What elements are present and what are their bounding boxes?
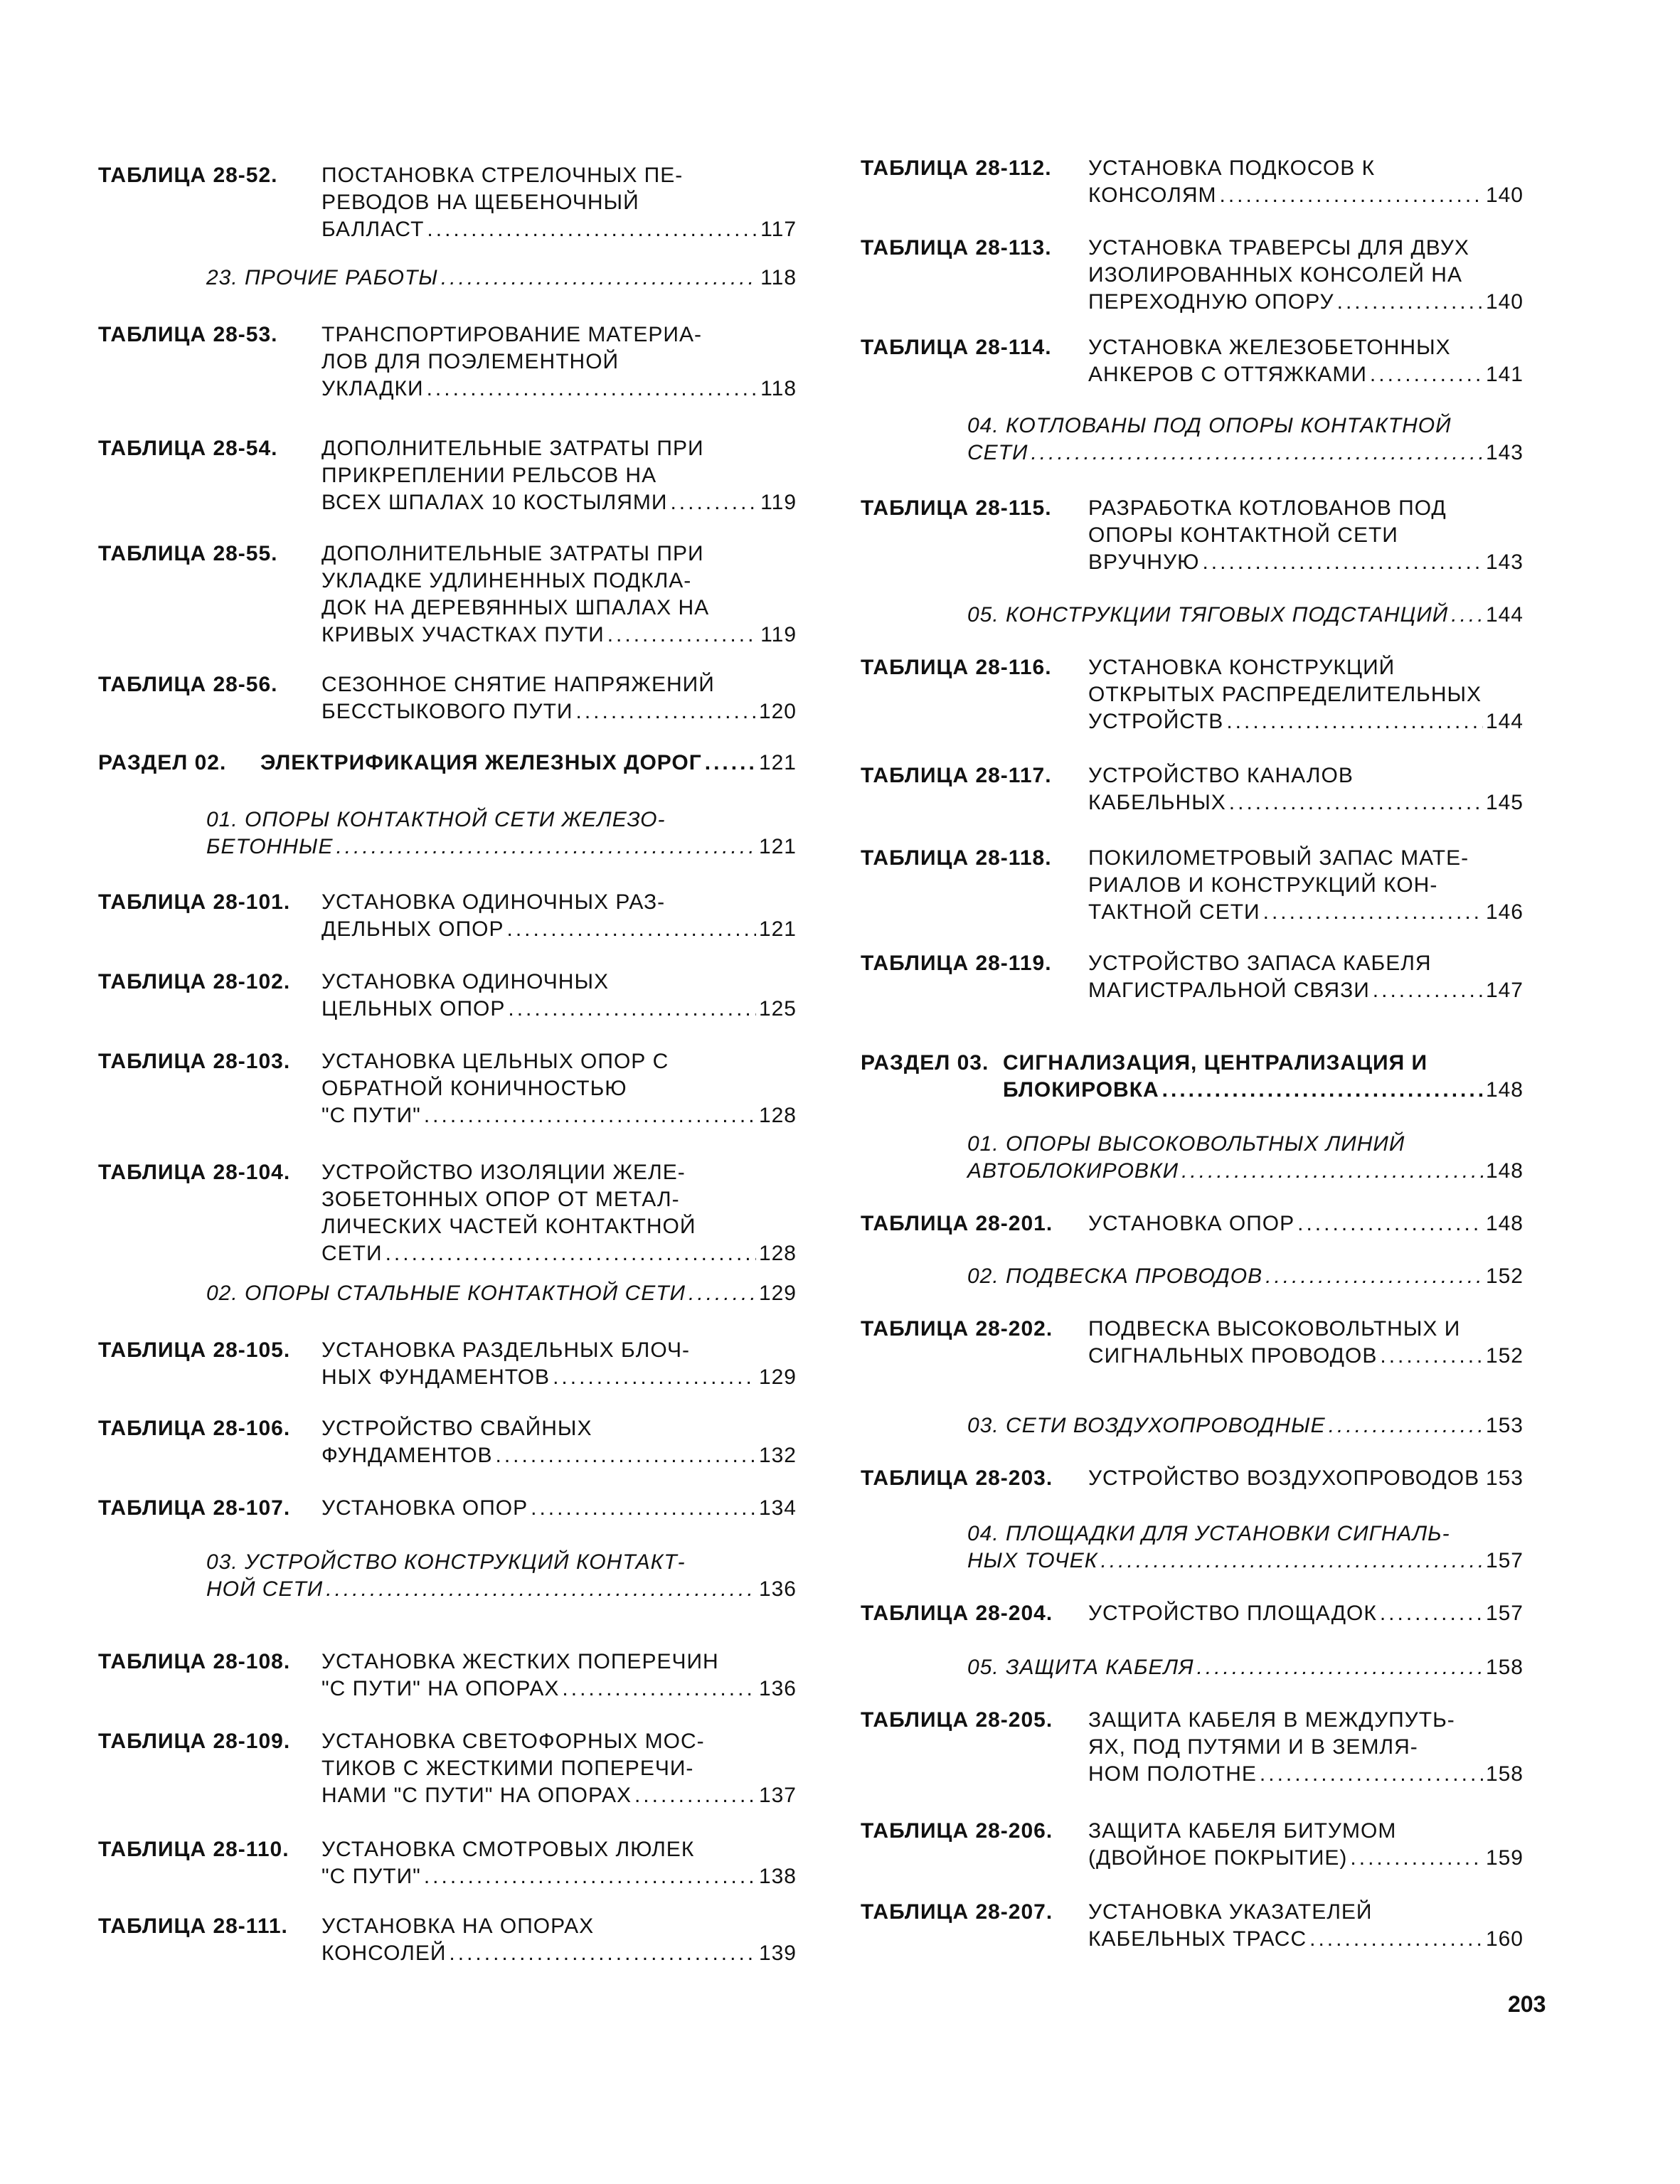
entry-title xyxy=(967,1412,1524,1439)
page-ref: 132 xyxy=(758,1444,797,1467)
dot-leader xyxy=(1260,1761,1483,1788)
page-ref: 137 xyxy=(758,1784,797,1807)
table-label: ТАБЛИЦА 28-113. xyxy=(861,236,1052,260)
table-label: ТАБЛИЦА 28-103. xyxy=(98,1050,291,1073)
entry-title-line: УСТРОЙСТВО ИЗОЛЯЦИИ ЖЕЛЕ- xyxy=(321,1161,686,1184)
entry-title-line: СЕЗОННОЕ СНЯТИЕ НАПРЯЖЕНИЙ xyxy=(321,673,715,696)
entry-title-line: КОНСОЛЕЙ xyxy=(321,1941,447,1965)
entry-title-line: ТИКОВ С ЖЕСТКИМИ ПОПЕРЕЧИ- xyxy=(321,1757,694,1780)
page-ref: 129 xyxy=(758,1282,797,1305)
entry-title-line: ЗАЩИТА КАБЕЛЯ БИТУМОМ xyxy=(1088,1819,1397,1843)
entry-title xyxy=(1088,334,1524,388)
entry-title xyxy=(1088,1899,1524,1953)
entry-title-line: КАБЕЛЬНЫХ ТРАСС xyxy=(1088,1927,1307,1951)
page-ref: 145 xyxy=(1485,791,1524,814)
dot-leader xyxy=(1229,789,1483,816)
entry-title-line: 23. ПРОЧИЕ РАБОТЫ xyxy=(206,266,438,289)
entry-title-line: ДОПОЛНИТЕЛЬНЫЕ ЗАТРАТЫ ПРИ xyxy=(321,542,704,565)
entry-title-line: ТАКТНОЙ СЕТИ xyxy=(1088,900,1260,924)
dot-leader xyxy=(689,1280,756,1307)
entry-title-line: 03. СЕТИ ВОЗДУХОПРОВОДНЫЕ xyxy=(967,1414,1326,1437)
entry-title-line: УСТРОЙСТВО СВАЙНЫХ xyxy=(321,1417,592,1440)
entry-title-line: УСТАНОВКА ЖЕЛЕЗОБЕТОННЫХ xyxy=(1088,336,1451,359)
entry-title xyxy=(260,750,797,777)
dot-leader xyxy=(1031,440,1482,467)
page-ref: 128 xyxy=(758,1104,797,1127)
entry-title-line: УСТАНОВКА ОДИНОЧНЫХ РАЗ- xyxy=(321,890,666,914)
table-label: ТАБЛИЦА 28-115. xyxy=(861,496,1052,520)
entry-title xyxy=(321,1048,797,1129)
table-label: ТАБЛИЦА 28-53. xyxy=(98,323,278,346)
entry-title-line: АВТОБЛОКИРОВКИ xyxy=(967,1159,1179,1183)
dot-leader xyxy=(1297,1210,1483,1237)
page-ref: 140 xyxy=(1485,290,1524,314)
page-ref: 144 xyxy=(1485,710,1524,733)
entry-title xyxy=(206,1280,797,1307)
entry-title xyxy=(321,1836,797,1890)
entry-title-line: ПРИКРЕПЛЕНИИ РЕЛЬСОВ НА xyxy=(321,464,657,487)
page-ref: 128 xyxy=(758,1242,797,1265)
entry-title-line: 05. ЗАЩИТА КАБЕЛЯ xyxy=(967,1656,1194,1679)
dot-leader xyxy=(386,1240,756,1267)
entry-title-line: ДОПОЛНИТЕЛЬНЫЕ ЗАТРАТЫ ПРИ xyxy=(321,437,704,460)
page-ref: 125 xyxy=(758,997,797,1021)
entry-title-line: НЫХ ФУНДАМЕНТОВ xyxy=(321,1365,551,1389)
page-ref: 140 xyxy=(1485,183,1524,207)
entry-title-line: ДОК НА ДЕРЕВЯННЫХ ШПАЛАХ НА xyxy=(321,596,710,619)
entry-title xyxy=(1003,1050,1524,1104)
entry-title xyxy=(1088,1707,1524,1788)
dot-leader xyxy=(441,265,757,292)
entry-title xyxy=(321,540,797,649)
entry-title xyxy=(321,671,797,725)
dot-leader xyxy=(1380,1600,1483,1627)
entry-title-line: ЦЕЛЬНЫХ ОПОР xyxy=(321,997,506,1021)
entry-title xyxy=(321,1728,797,1809)
entry-title-line: ПОСТАНОВКА СТРЕЛОЧНЫХ ПЕ- xyxy=(321,164,684,187)
entry-title xyxy=(321,889,797,943)
entry-title-line: 04. ПЛОЩАДКИ ДЛЯ УСТАНОВКИ СИГНАЛЬ- xyxy=(967,1522,1450,1545)
table-label: ТАБЛИЦА 28-108. xyxy=(98,1650,291,1673)
entry-title-line: СЕТИ xyxy=(321,1242,383,1265)
table-label: ТАБЛИЦА 28-106. xyxy=(98,1417,291,1440)
entry-title-line: ЛОВ ДЛЯ ПОЭЛЕМЕНТНОЙ xyxy=(321,350,620,373)
table-label: ТАБЛИЦА 28-54. xyxy=(98,437,278,460)
entry-title-line: УСТРОЙСТВО ПЛОЩАДОК xyxy=(1088,1602,1377,1625)
page-ref: 120 xyxy=(758,700,797,723)
page-ref: 159 xyxy=(1485,1846,1524,1870)
entry-title-line: УСТАНОВКА СМОТРОВЫХ ЛЮЛЕК xyxy=(321,1838,695,1861)
dot-leader xyxy=(634,1782,756,1809)
page-ref: 144 xyxy=(1485,603,1524,627)
dot-leader xyxy=(1337,289,1483,316)
dot-leader xyxy=(1380,1343,1483,1370)
table-label: ТАБЛИЦА 28-105. xyxy=(98,1338,291,1362)
page-ref: 143 xyxy=(1485,550,1524,574)
table-label: ТАБЛИЦА 28-112. xyxy=(861,156,1052,180)
page-ref: 152 xyxy=(1485,1264,1524,1288)
entry-title xyxy=(206,265,797,292)
entry-title xyxy=(1088,1316,1524,1370)
page-ref: 129 xyxy=(758,1365,797,1389)
entry-title-line: ОТКРЫТЫХ РАСПРЕДЕЛИТЕЛЬНЫХ xyxy=(1088,683,1482,706)
entry-title-line: УСТАНОВКА ОДИНОЧНЫХ xyxy=(321,970,610,994)
entry-title-line: РЕВОДОВ НА ЩЕБЕНОЧНЫЙ xyxy=(321,191,639,214)
entry-title-line: "С ПУТИ" xyxy=(321,1104,421,1127)
entry-title xyxy=(967,602,1524,629)
page-ref: 139 xyxy=(758,1941,797,1965)
entry-title xyxy=(321,435,797,516)
entry-title xyxy=(321,1495,797,1522)
dot-leader xyxy=(507,916,756,943)
page-ref: 138 xyxy=(758,1865,797,1888)
entry-title-line: ОПОРЫ КОНТАКТНОЙ СЕТИ xyxy=(1088,523,1398,547)
page-ref: 121 xyxy=(758,835,797,858)
entry-title-line: ФУНДАМЕНТОВ xyxy=(321,1444,493,1467)
entry-title xyxy=(967,1263,1524,1290)
entry-title-line: СЕТИ xyxy=(967,441,1028,464)
dot-leader xyxy=(1482,1465,1483,1492)
entry-title-line: ДЕЛЬНЫХ ОПОР xyxy=(321,917,504,941)
dot-leader xyxy=(1162,1077,1483,1104)
entry-title-line: 04. КОТЛОВАНЫ ПОД ОПОРЫ КОНТАКТНОЙ xyxy=(967,414,1452,437)
dot-leader xyxy=(1309,1926,1483,1953)
dot-leader xyxy=(1263,899,1483,926)
page-ref: 152 xyxy=(1485,1344,1524,1368)
dot-leader xyxy=(1373,977,1483,1004)
entry-title-line: КРИВЫХ УЧАСТКАХ ПУТИ xyxy=(321,623,605,646)
page-ref: 147 xyxy=(1485,979,1524,1002)
entry-title xyxy=(321,969,797,1023)
entry-title-line: УСТАНОВКА ЦЕЛЬНЫХ ОПОР С xyxy=(321,1050,669,1073)
entry-title xyxy=(1088,495,1524,576)
page-ref: 119 xyxy=(760,491,797,514)
entry-title xyxy=(321,1337,797,1391)
entry-title xyxy=(1088,1210,1524,1237)
entry-title-line: ОБРАТНОЙ КОНИЧНОСТЬЮ xyxy=(321,1077,627,1100)
page-ref: 157 xyxy=(1485,1549,1524,1572)
table-label: ТАБЛИЦА 28-117. xyxy=(861,764,1052,787)
page-ref: 158 xyxy=(1485,1656,1524,1679)
entry-title-line: МАГИСТРАЛЬНОЙ СВЯЗИ xyxy=(1088,979,1370,1002)
dot-leader xyxy=(1101,1548,1483,1575)
table-label: ТАБЛИЦА 28-111. xyxy=(98,1914,288,1938)
entry-title-line: НОЙ СЕТИ xyxy=(206,1577,324,1601)
entry-title xyxy=(321,1913,797,1967)
entry-title-line: УСТРОЙСТВ xyxy=(1088,710,1224,733)
entry-title-line: ТРАНСПОРТИРОВАНИЕ МАТЕРИА- xyxy=(321,323,702,346)
entry-title-line: ВРУЧНУЮ xyxy=(1088,550,1200,574)
entry-title-line: 05. КОНСТРУКЦИИ ТЯГОВЫХ ПОДСТАНЦИЙ xyxy=(967,603,1449,627)
page-ref: 148 xyxy=(1485,1212,1524,1235)
entry-title-line: ЯХ, ПОД ПУТЯМИ И В ЗЕМЛЯ- xyxy=(1088,1735,1418,1759)
entry-title-line: УСТАНОВКА ПОДКОСОВ К xyxy=(1088,156,1376,180)
dot-leader xyxy=(427,375,758,403)
table-label: ТАБЛИЦА 28-206. xyxy=(861,1819,1053,1843)
entry-title-line: ПЕРЕХОДНУЮ ОПОРУ xyxy=(1088,290,1334,314)
dot-leader xyxy=(1202,549,1482,576)
page-ref: 146 xyxy=(1485,900,1524,924)
page-ref: 153 xyxy=(1485,1414,1524,1437)
entry-title-line: УСТАНОВКА КОНСТРУКЦИЙ xyxy=(1088,656,1395,679)
entry-title xyxy=(1088,845,1524,926)
page-ref: 136 xyxy=(758,1577,797,1601)
dot-leader xyxy=(427,216,757,243)
page-ref: 121 xyxy=(758,751,797,774)
dot-leader xyxy=(424,1102,756,1129)
dot-leader xyxy=(1226,708,1483,735)
table-label: ТАБЛИЦА 28-119. xyxy=(861,952,1052,975)
entry-title-line: НОМ ПОЛОТНЕ xyxy=(1088,1762,1257,1786)
dot-leader xyxy=(607,622,757,649)
table-label: ТАБЛИЦА 28-55. xyxy=(98,542,278,565)
dot-leader xyxy=(508,996,756,1023)
dot-leader xyxy=(531,1495,756,1522)
page-ref: 143 xyxy=(1485,441,1524,464)
page-ref: 118 xyxy=(760,377,797,400)
table-label: ТАБЛИЦА 28-104. xyxy=(98,1161,291,1184)
table-label: ТАБЛИЦА 28-204. xyxy=(861,1602,1053,1625)
table-label: ТАБЛИЦА 28-52. xyxy=(98,164,278,187)
entry-title-line: УСТРОЙСТВО КАНАЛОВ xyxy=(1088,764,1354,787)
entry-title-line: КОНСОЛЯМ xyxy=(1088,183,1217,207)
entry-title xyxy=(967,1654,1524,1681)
entry-title-line: КАБЕЛЬНЫХ xyxy=(1088,791,1226,814)
entry-title-line: "С ПУТИ" НА ОПОРАХ xyxy=(321,1677,560,1700)
page-number: 203 xyxy=(1508,1991,1546,2017)
entry-title xyxy=(967,1131,1524,1185)
entry-title-line: УСТАНОВКА СВЕТОФОРНЫХ МОС- xyxy=(321,1730,705,1753)
dot-leader xyxy=(670,489,757,516)
entry-title xyxy=(1088,155,1524,209)
entry-title xyxy=(1088,1600,1524,1627)
entry-title-line: УСТАНОВКА ТРАВЕРСЫ ДЛЯ ДВУХ xyxy=(1088,236,1469,260)
entry-title-line: ЭЛЕКТРИФИКАЦИЯ ЖЕЛЕЗНЫХ ДОРОГ xyxy=(260,751,702,774)
table-label: ТАБЛИЦА 28-201. xyxy=(861,1212,1053,1235)
table-label: ТАБЛИЦА 28-205. xyxy=(861,1708,1053,1732)
entry-title-line: ЗАЩИТА КАБЕЛЯ В МЕЖДУПУТЬ- xyxy=(1088,1708,1455,1732)
entry-title xyxy=(206,1549,797,1603)
page-ref: 160 xyxy=(1485,1927,1524,1951)
entry-title xyxy=(321,1159,797,1267)
entry-title-line: ПОДВЕСКА ВЫСОКОВОЛЬТНЫХ И xyxy=(1088,1317,1461,1341)
table-label: ТАБЛИЦА 28-56. xyxy=(98,673,278,696)
dot-leader xyxy=(1220,182,1483,209)
table-label: ТАБЛИЦА 28-207. xyxy=(861,1900,1053,1924)
entry-title-line: РАЗРАБОТКА КОТЛОВАНОВ ПОД xyxy=(1088,496,1447,520)
part-label: РАЗДЕЛ 02. xyxy=(98,751,227,774)
entry-title-line: АНКЕРОВ С ОТТЯЖКАМИ xyxy=(1088,363,1367,386)
entry-title-line: УСТРОЙСТВО ЗАПАСА КАБЕЛЯ xyxy=(1088,952,1432,975)
entry-title-line: 01. ОПОРЫ КОНТАКТНОЙ СЕТИ ЖЕЛЕЗО- xyxy=(206,808,666,831)
entry-title-line: 02. ПОДВЕСКА ПРОВОДОВ xyxy=(967,1264,1263,1288)
entry-title xyxy=(321,1648,797,1703)
entry-title-line: НЫХ ТОЧЕК xyxy=(967,1549,1098,1572)
dot-leader xyxy=(705,750,756,777)
page-ref: 134 xyxy=(758,1496,797,1520)
entry-title xyxy=(1088,762,1524,816)
entry-title-line: СИГНАЛЬНЫХ ПРОВОДОВ xyxy=(1088,1344,1378,1368)
entry-title xyxy=(1088,950,1524,1004)
entry-title xyxy=(1088,235,1524,316)
entry-title-line: ПОКИЛОМЕТРОВЫЙ ЗАПАС МАТЕ- xyxy=(1088,846,1469,870)
page-ref: 148 xyxy=(1485,1078,1524,1102)
entry-title-line: РИАЛОВ И КОНСТРУКЦИЙ КОН- xyxy=(1088,873,1438,897)
dot-leader xyxy=(336,833,755,861)
dot-leader xyxy=(1370,361,1483,388)
page-ref: 153 xyxy=(1485,1466,1524,1490)
entry-title-line: (ДВОЙНОЕ ПОКРЫТИЕ) xyxy=(1088,1846,1348,1870)
entry-title-line: УСТАНОВКА ОПОР xyxy=(1088,1212,1295,1235)
entry-title xyxy=(206,806,797,861)
table-label: ТАБЛИЦА 28-101. xyxy=(98,890,291,914)
entry-title-line: ЗОБЕТОННЫХ ОПОР ОТ МЕТАЛ- xyxy=(321,1188,680,1211)
page-ref: 117 xyxy=(760,218,797,241)
page-ref: 158 xyxy=(1485,1762,1524,1786)
dot-leader xyxy=(1181,1158,1483,1185)
entry-title-line: УСТАНОВКА ЖЕСТКИХ ПОПЕРЕЧИН xyxy=(321,1650,719,1673)
entry-title-line: БАЛЛАСТ xyxy=(321,218,425,241)
dot-leader xyxy=(496,1442,756,1469)
entry-title-line: ЛИЧЕСКИХ ЧАСТЕЙ КОНТАКТНОЙ xyxy=(321,1215,696,1238)
page-ref: 121 xyxy=(758,917,797,941)
dot-leader xyxy=(449,1940,756,1967)
page-ref: 119 xyxy=(760,623,797,646)
entry-title-line: БЕССТЫКОВОГО ПУТИ xyxy=(321,700,573,723)
entry-title xyxy=(967,1520,1524,1575)
entry-title xyxy=(321,321,797,403)
entry-title xyxy=(967,412,1524,467)
table-label: ТАБЛИЦА 28-110. xyxy=(98,1838,289,1861)
dot-leader xyxy=(1197,1654,1483,1681)
table-label: ТАБЛИЦА 28-109. xyxy=(98,1730,291,1753)
entry-title-line: УСТАНОВКА ОПОР xyxy=(321,1496,528,1520)
entry-title-line: УКЛАДКЕ УДЛИНЕННЫХ ПОДКЛА- xyxy=(321,569,692,592)
part-label: РАЗДЕЛ 03. xyxy=(861,1051,989,1075)
dot-leader xyxy=(326,1576,756,1603)
page-ref: 136 xyxy=(758,1677,797,1700)
entry-title-line: 02. ОПОРЫ СТАЛЬНЫЕ КОНТАКТНОЙ СЕТИ xyxy=(206,1282,686,1305)
dot-leader xyxy=(553,1364,756,1391)
page-ref: 157 xyxy=(1485,1602,1524,1625)
page-ref: 141 xyxy=(1485,363,1524,386)
dot-leader xyxy=(562,1676,756,1703)
entry-title-line: ИЗОЛИРОВАННЫХ КОНСОЛЕЙ НА xyxy=(1088,263,1462,287)
dot-leader xyxy=(1350,1845,1483,1872)
table-label: ТАБЛИЦА 28-202. xyxy=(861,1317,1053,1341)
entry-title-line: "С ПУТИ" xyxy=(321,1865,421,1888)
entry-title-line: УКЛАДКИ xyxy=(321,377,424,400)
entry-title-line: УСТАНОВКА УКАЗАТЕЛЕЙ xyxy=(1088,1900,1373,1924)
dot-leader xyxy=(1329,1412,1483,1439)
entry-title-line: БЕТОННЫЕ xyxy=(206,835,334,858)
entry-title xyxy=(321,1415,797,1469)
table-label: ТАБЛИЦА 28-203. xyxy=(861,1466,1053,1490)
entry-title-line: УСТАНОВКА РАЗДЕЛЬНЫХ БЛОЧ- xyxy=(321,1338,690,1362)
entry-title xyxy=(1088,1818,1524,1872)
table-label: ТАБЛИЦА 28-102. xyxy=(98,970,291,994)
entry-title-line: 01. ОПОРЫ ВЫСОКОВОЛЬТНЫХ ЛИНИЙ xyxy=(967,1132,1405,1156)
page-ref: 118 xyxy=(760,266,797,289)
table-label: ТАБЛИЦА 28-118. xyxy=(861,846,1052,870)
entry-title-line: ВСЕХ ШПАЛАХ 10 КОСТЫЛЯМИ xyxy=(321,491,668,514)
table-label: ТАБЛИЦА 28-116. xyxy=(861,656,1052,679)
dot-leader xyxy=(1451,602,1483,629)
table-label: ТАБЛИЦА 28-114. xyxy=(861,336,1052,359)
entry-title-line: НАМИ "С ПУТИ" НА ОПОРАХ xyxy=(321,1784,632,1807)
entry-title-line: УСТРОЙСТВО ВОЗДУХОПРОВОДОВ xyxy=(1088,1466,1480,1490)
page-ref: 148 xyxy=(1485,1159,1524,1183)
entry-title-line: УСТАНОВКА НА ОПОРАХ xyxy=(321,1914,595,1938)
dot-leader xyxy=(424,1863,756,1890)
table-label: ТАБЛИЦА 28-107. xyxy=(98,1496,291,1520)
dot-leader xyxy=(1265,1263,1483,1290)
entry-title-line: СИГНАЛИЗАЦИЯ, ЦЕНТРАЛИЗАЦИЯ И xyxy=(1003,1051,1428,1075)
entry-title xyxy=(321,162,797,243)
entry-title-line: 03. УСТРОЙСТВО КОНСТРУКЦИЙ КОНТАКТ- xyxy=(206,1550,686,1574)
entry-title-line: БЛОКИРОВКА xyxy=(1003,1078,1159,1102)
entry-title xyxy=(1088,654,1524,735)
dot-leader xyxy=(575,698,755,725)
entry-title xyxy=(1088,1465,1524,1492)
